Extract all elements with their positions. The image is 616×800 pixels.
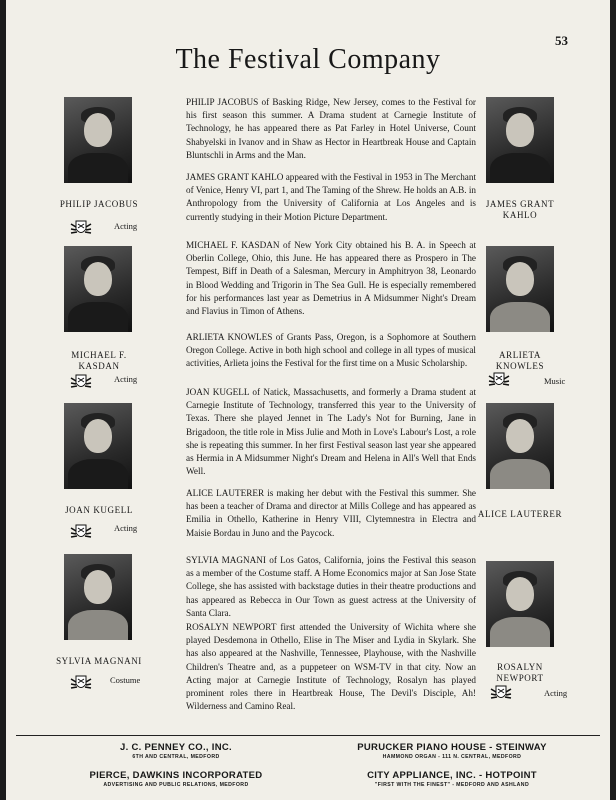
caption-arlieta-knowles [474, 350, 566, 372]
caption-sylvia-magnani: SYLVIA MAGNANI [56, 656, 142, 666]
caption-line: ARLIETA [499, 350, 541, 360]
role-music: Music [544, 376, 566, 386]
bio-knowles [186, 331, 476, 371]
photo-arlieta-knowles [486, 246, 554, 332]
ad-name: CITY APPLIANCE, INC. - HOTPOINT [367, 770, 537, 781]
bio-text: first attended the University of Wichita where she played Desdemona in Othello, Elise in The Miser and Lydia in Skylark. She has also appeared at the Nashville, Tennessee, Playhouse, with the Nashville Children's Theatre and, as a puppeteer on WSM-TV in that city. Now an Acting major at Carnegie Institute of Technology, Rosalyn has played prominent roles there in Heartbreak House, The Devil's Disciple, Ah! Wilderness and Camino Real. [186, 622, 477, 712]
caption-james-grant-kahlo [474, 199, 566, 221]
ad-purucker [332, 742, 572, 760]
ad-name: J. C. PENNEY CO., INC. [119, 742, 232, 753]
bio-jacobus [186, 96, 476, 162]
bio-name: ROSALYN NEWPORT [186, 622, 277, 632]
crest-icon [486, 370, 512, 390]
photo-joan-kugell [64, 403, 132, 489]
role-acting: Acting [114, 221, 138, 231]
ad-subtitle: HAMMOND ORGAN - 111 N. CENTRAL, MEDFORD [382, 754, 522, 760]
ad-subtitle: 6TH AND CENTRAL, MEDFORD [132, 754, 220, 760]
bio-newport [186, 621, 476, 713]
bio-lauterer [186, 487, 476, 540]
ad-pierce-dawkins [66, 770, 286, 788]
bio-text: of Basking Ridge, New Jersey, comes to the Festival for his first season this summer. A Drama student at Carnegie Institute of Technology, he has appeared there as Pat Farley in Hotel Universe, Count Shabyelski in Ivanov and in Shaw as Hector in Heartbreak House and Captain Bluntschli in Arms and the Man. [186, 97, 476, 160]
photo-james-grant-kahlo [486, 97, 554, 183]
bio-name: JAMES GRANT KAHLO [186, 172, 284, 182]
ad-name: PURUCKER PIANO HOUSE - STEINWAY [357, 742, 547, 753]
caption-line: KAHLO [502, 210, 538, 220]
bio-magnani [186, 554, 476, 620]
ad-subtitle: "FIRST WITH THE FINEST" - MEDFORD AND ASHLAND [374, 782, 530, 788]
ad-name: PIERCE, DAWKINS INCORPORATED [89, 770, 263, 781]
bio-kugell [186, 386, 476, 478]
bio-name: SYLVIA MAGNANI [186, 555, 266, 565]
bio-name: ALICE LAUTERER [186, 488, 265, 498]
crest-icon [68, 372, 94, 392]
photo-rosalyn-newport [486, 561, 554, 647]
bio-name: JOAN KUGELL [186, 387, 250, 397]
bio-name: MICHAEL F. KASDAN [186, 240, 280, 250]
bio-name: ARLIETA KNOWLES [186, 332, 273, 342]
bio-text: of Natick, Massachusetts, and formerly a Drama student at Carnegie Institute of Technology, transferred this year to the University of Texas. There she played Jennet in The Lady's Not for Burning, Jane in Brigadoon, the title role in Miss Julie and Moth in Love's Labour's Lost, a role she is repeating this summer. In her first Festival season last year she appeared as Hermia in A Midsummer Night's Dream and Helena in All's Well that Ends Well. [186, 387, 476, 477]
caption-line: ROSALYN [497, 662, 543, 672]
caption-line: JAMES GRANT [485, 199, 555, 209]
crest-icon [488, 683, 514, 703]
bio-text: of Grants Pass, Oregon, is a Sophomore at Southern Oregon College. Active in both high school and college in all types of musical activities, Arlieta joins the Festival for the first time on a Music Scholarship. [186, 332, 476, 369]
role-acting: Acting [114, 523, 138, 533]
bio-kasdan [186, 239, 476, 318]
caption-line: NEWPORT [496, 673, 544, 683]
ad-subtitle: ADVERTISING AND PUBLIC RELATIONS, MEDFORD [103, 782, 249, 788]
caption-line: KNOWLES [495, 361, 545, 371]
caption-joan-kugell: JOAN KUGELL [65, 505, 133, 515]
role-acting: Acting [544, 688, 568, 698]
photo-michael-kasdan [64, 246, 132, 332]
caption-alice-lauterer: ALICE LAUTERER [477, 509, 563, 519]
bio-text: is making her debut with the Festival this summer. She has been a teacher of Drama and director at Mills College and has appeared as Emilia in Othello, Katherine in Henry VIII, Clytemnestra in Electra and Maisie Bordau in Juno and the Paycock. [186, 488, 476, 538]
caption-rosalyn-newport [474, 662, 566, 684]
role-acting: Acting [114, 374, 138, 384]
page-number: 53 [555, 33, 568, 48]
footer-divider [16, 735, 600, 736]
photo-alice-lauterer [486, 403, 554, 489]
crest-icon [68, 522, 94, 542]
caption-line: MICHAEL F. [71, 350, 127, 360]
bio-text: of New York City obtained his B. A. in Speech at Oberlin College, Ohio, this June. He has appeared there as Prospero in The Tempest, Biff in Death of a Salesman, Mercury in Amphitryon 38, Leonardo in Blood Wedding and Trigorin in The Sea Gull. He is especially remembered for his performances last year as Demetrius in A Midsummer Night's Dream and Flavius in Timon of Athens. [186, 240, 477, 317]
caption-philip-jacobus: PHILIP JACOBUS [59, 199, 139, 209]
ad-penney [76, 742, 276, 760]
program-page [6, 0, 610, 800]
crest-icon [68, 673, 94, 693]
caption-michael-kasdan [54, 350, 144, 372]
ad-city-appliance [332, 770, 572, 788]
bio-name: PHILIP JACOBUS [186, 97, 259, 107]
bio-text: appeared with the Festival in 1953 in The Merchant of Venice, Henry VI, part 1, and The Taming of the Shrew. He holds an A.B. in Anthropology from the University of California at Los Angeles and is currently studying in their Motion Picture Department. [186, 172, 477, 222]
caption-line: KASDAN [78, 361, 120, 371]
bio-kahlo [186, 171, 476, 224]
crest-icon [68, 218, 94, 238]
page-title: The Festival Company [175, 44, 441, 75]
bio-text: of Los Gatos, California, joins the Festival this season as a member of the Costume staff. A Home Economics major at San Jose State College, she has assisted with backstage duties in their theatre productions and has appeared as Rebecca in Our Town as guest actress at the University of Santa Clara. [186, 555, 476, 618]
photo-sylvia-magnani [64, 554, 132, 640]
role-costume: Costume [110, 675, 141, 685]
photo-philip-jacobus [64, 97, 132, 183]
